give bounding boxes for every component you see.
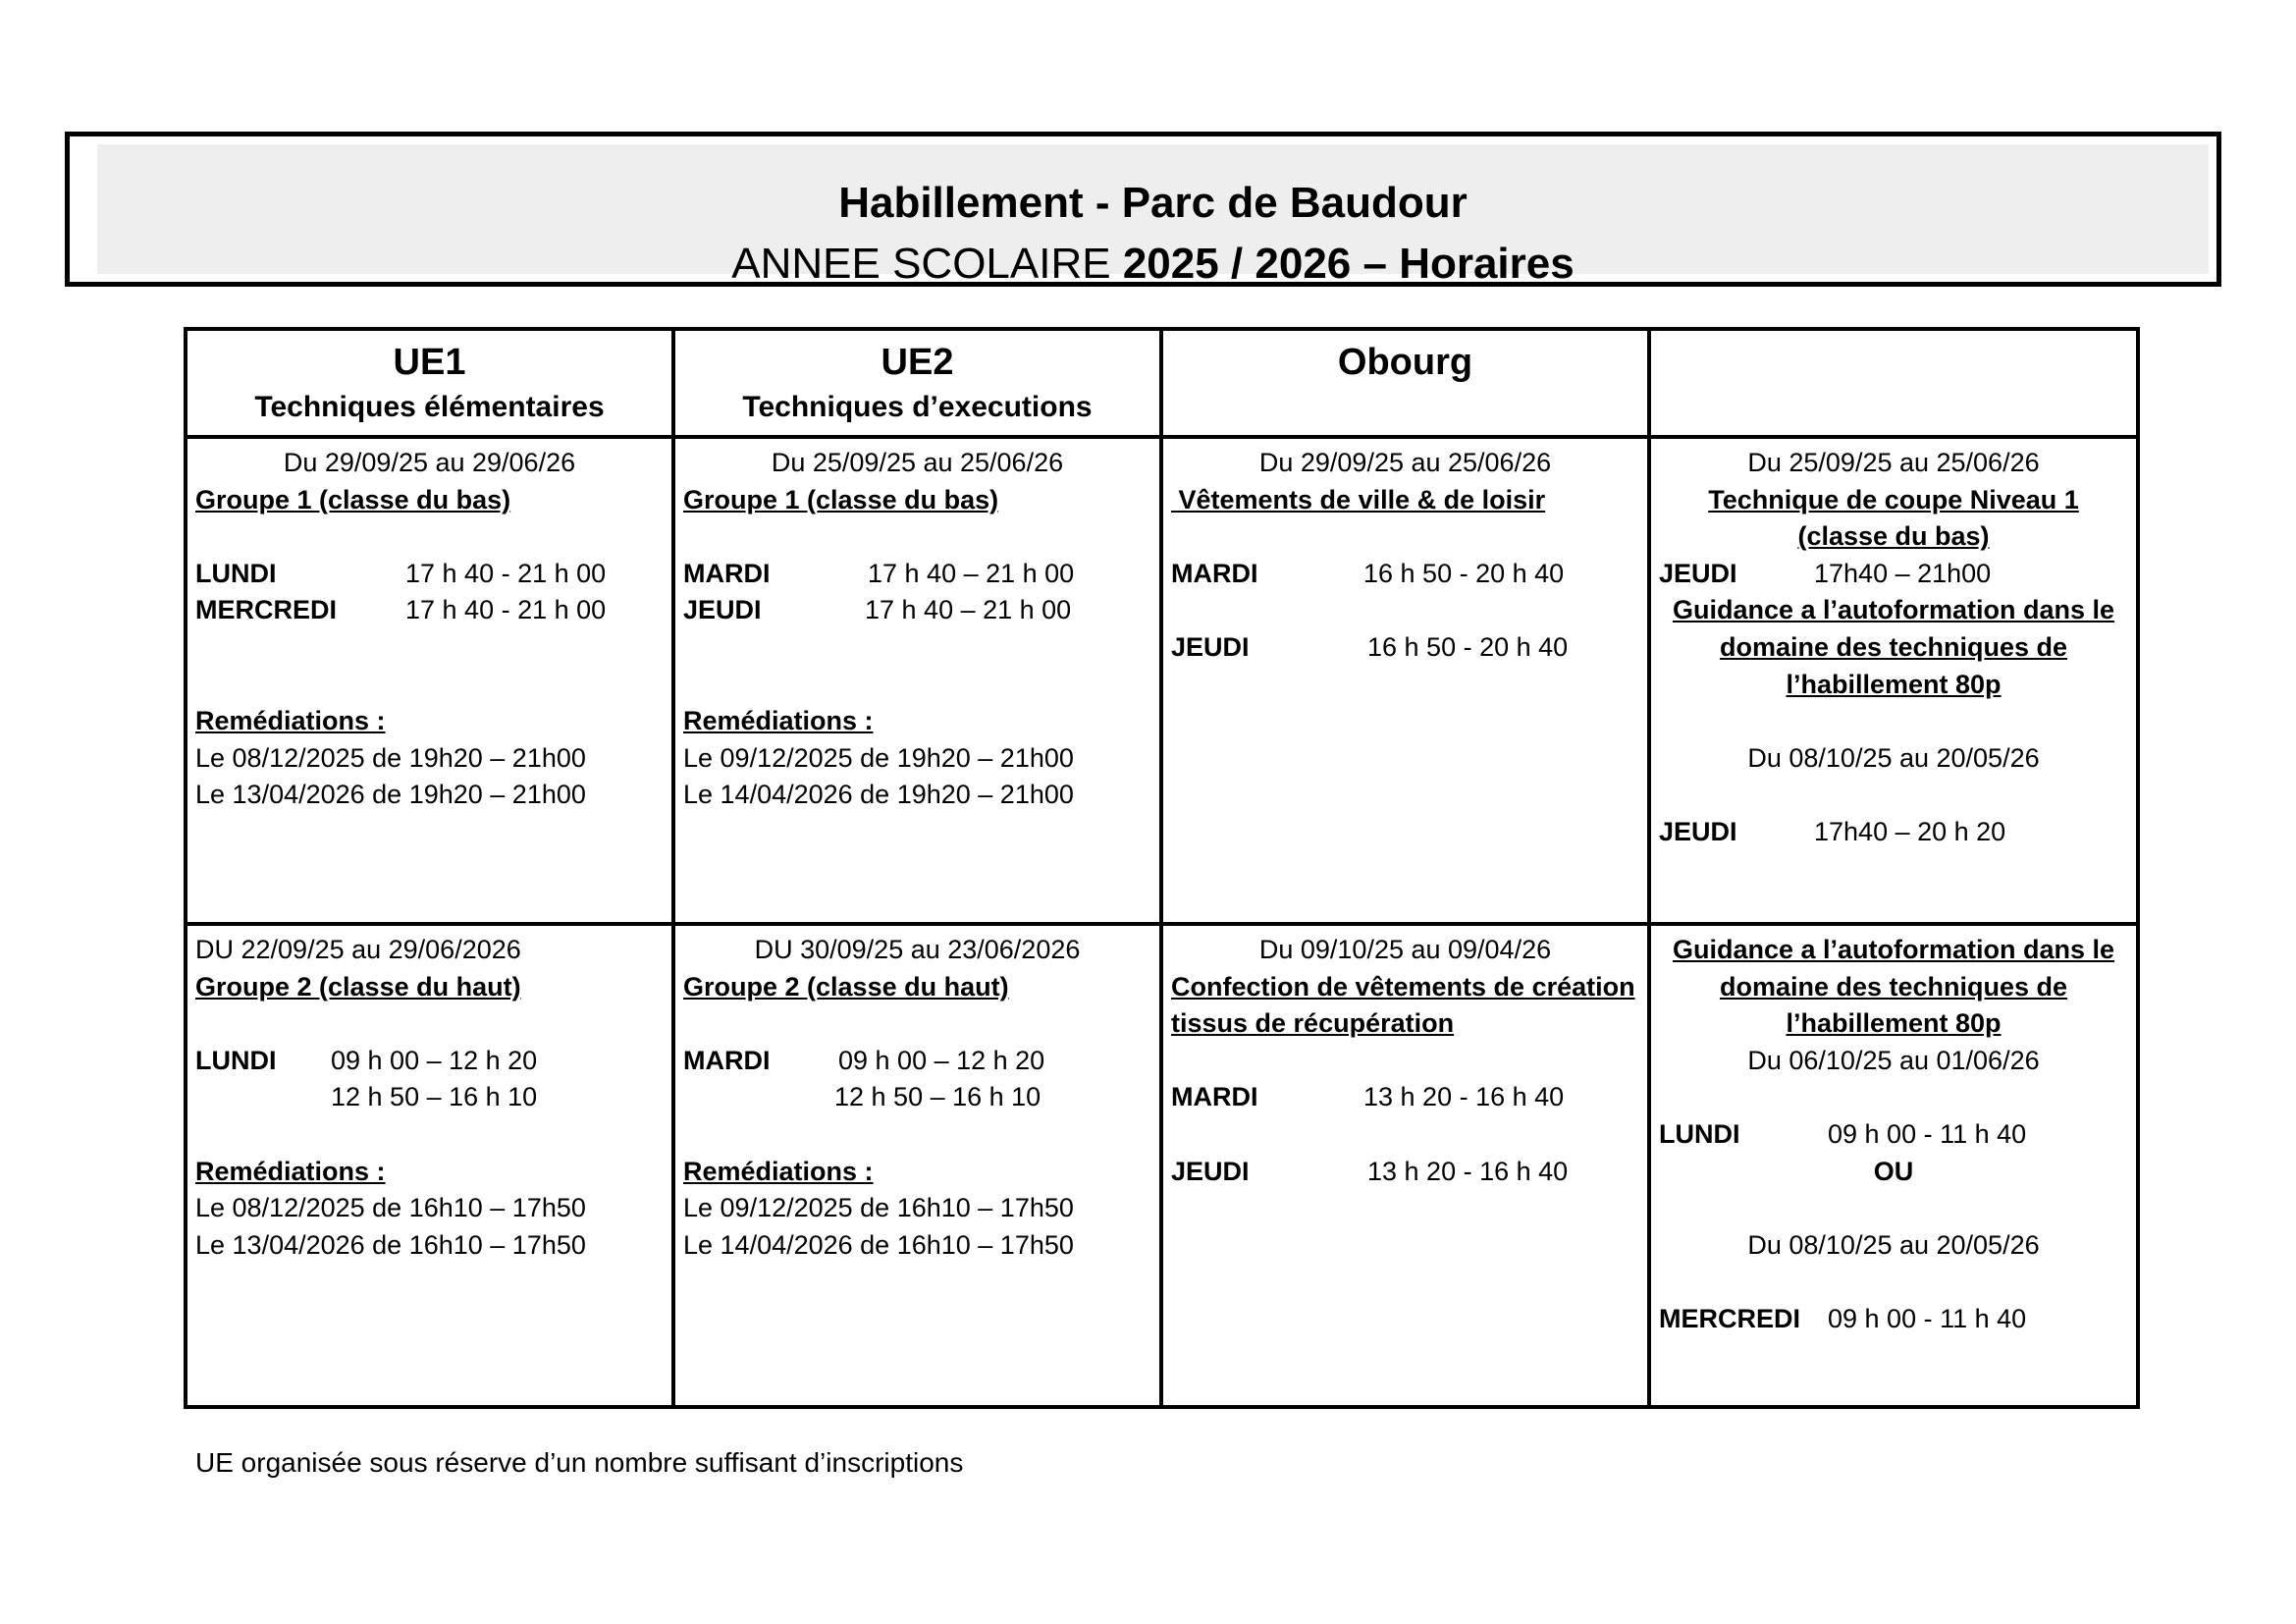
day-label: MARDI — [1171, 558, 1258, 588]
period: Du 08/10/25 au 20/05/26 — [1747, 1229, 2040, 1260]
day-label: MERCREDI — [195, 595, 338, 625]
or-label: OU — [1873, 1156, 1914, 1186]
remediation-label: Remédiations : — [683, 1156, 874, 1186]
remediation-date: Le 09/12/2025 de 19h20 – 21h00 — [683, 742, 1074, 773]
day-label: MARDI — [683, 1045, 771, 1075]
column-subtitle: Techniques élémentaires — [254, 391, 605, 423]
time-slot: 09 h 00 - 11 h 40 — [1828, 1118, 2027, 1149]
remediation-date: Le 08/12/2025 de 19h20 – 21h00 — [195, 742, 586, 773]
day-label: JEUDI — [1659, 816, 1737, 846]
group-label: Groupe 2 (classe du haut) — [683, 971, 1009, 1001]
remediation-date: Le 09/12/2025 de 16h10 – 17h50 — [683, 1193, 1074, 1223]
table-header-row — [186, 329, 2138, 437]
time-slot: 13 h 20 - 16 h 40 — [1363, 1082, 1565, 1112]
column-title: UE2 — [881, 342, 954, 383]
time-slot: 09 h 00 – 12 h 20 — [838, 1045, 1045, 1075]
remediation-date: Le 08/12/2025 de 16h10 – 17h50 — [195, 1193, 586, 1223]
day-label: LUNDI — [195, 1045, 277, 1075]
time-slot: 17h40 – 21h00 — [1814, 558, 1992, 588]
schedule-table — [184, 327, 2140, 1409]
period: DU 22/09/25 au 29/06/2026 — [195, 935, 521, 964]
cell-ue2-group2 — [673, 924, 1161, 1407]
day-label: LUNDI — [195, 558, 277, 588]
group-label: Groupe 2 (classe du haut) — [195, 971, 521, 1001]
page-title: Habillement - Parc de Baudour — [838, 179, 1468, 227]
remediation-date: Le 14/04/2026 de 19h20 – 21h00 — [683, 780, 1074, 810]
remediation-date: Le 14/04/2026 de 16h10 – 17h50 — [683, 1229, 1074, 1260]
footnote: UE organisée sous réserve d’un nombre suffisant d’inscriptions — [195, 1447, 964, 1478]
header-banner — [65, 132, 2221, 287]
time-slot: 09 h 00 – 12 h 20 — [331, 1045, 538, 1075]
day-label: MERCREDI — [1659, 1303, 1801, 1333]
time-slot: 12 h 50 – 16 h 10 — [331, 1082, 538, 1112]
column-header-obourg — [1161, 329, 1649, 437]
table-row-group1 — [186, 437, 2138, 924]
day-label: LUNDI — [1659, 1118, 1740, 1149]
cell-ue1-group1 — [186, 437, 673, 924]
cell-obourg-row2 — [1161, 924, 1649, 1407]
day-label: JEUDI — [1171, 1156, 1250, 1186]
column-subtitle: Techniques d’executions — [742, 391, 1093, 423]
period: Du 29/09/25 au 29/06/26 — [283, 448, 576, 477]
group-label: Groupe 1 (classe du bas) — [683, 484, 999, 514]
day-label: JEUDI — [683, 595, 762, 625]
period: Du 08/10/25 au 20/05/26 — [1747, 742, 2040, 773]
period: DU 30/09/25 au 23/06/2026 — [754, 935, 1081, 964]
time-slot: 17 h 40 - 21 h 00 — [405, 558, 607, 588]
time-slot: 09 h 00 - 11 h 40 — [1828, 1303, 2027, 1333]
guidance-label: Guidance a l’autoformation dans le domaine des techniques de l’habillement 80p — [1672, 935, 2115, 1039]
time-slot: 17 h 40 - 21 h 00 — [405, 595, 607, 625]
cell-ue2-group1 — [673, 437, 1161, 924]
remediation-label: Remédiations : — [683, 706, 874, 736]
guidance-label: Guidance a l’autoformation dans le domaine des techniques de l’habillement 80p — [1672, 595, 2115, 699]
subtitle-prefix: ANNEE SCOLAIRE — [731, 240, 1123, 288]
time-slot: 13 h 20 - 16 h 40 — [1367, 1156, 1569, 1186]
remediation-date: Le 13/04/2026 de 19h20 – 21h00 — [195, 780, 586, 810]
cell-extra-row1 — [1649, 437, 2138, 924]
period: Du 29/09/25 au 25/06/26 — [1258, 448, 1552, 477]
group-label: Groupe 1 (classe du bas) — [195, 484, 511, 514]
remediation-date: Le 13/04/2026 de 16h10 – 17h50 — [195, 1229, 586, 1260]
remediation-label: Remédiations : — [195, 1156, 386, 1186]
page-subtitle — [97, 239, 2209, 290]
day-label: JEUDI — [1659, 558, 1737, 588]
time-slot: 16 h 50 - 20 h 40 — [1363, 558, 1565, 588]
time-slot: 16 h 50 - 20 h 40 — [1367, 631, 1569, 662]
period: Du 25/09/25 au 25/06/26 — [771, 448, 1064, 477]
remediation-label: Remédiations : — [195, 706, 386, 736]
table-row-group2 — [186, 924, 2138, 1407]
header-background — [97, 144, 2209, 288]
column-title: Obourg — [1337, 342, 1473, 383]
cell-extra-row2 — [1649, 924, 2138, 1407]
period: Du 25/09/25 au 25/06/26 — [1747, 448, 2040, 477]
column-header-ue1 — [186, 329, 673, 437]
cell-obourg-row1 — [1161, 437, 1649, 924]
day-label: MARDI — [683, 558, 771, 588]
column-header-ue2 — [673, 329, 1161, 437]
column-title: UE1 — [393, 342, 466, 383]
time-slot: 12 h 50 – 16 h 10 — [834, 1082, 1041, 1112]
day-label: JEUDI — [1171, 631, 1250, 662]
time-slot: 17h40 – 20 h 20 — [1814, 816, 2006, 846]
cell-ue1-group2 — [186, 924, 673, 1407]
period: Du 09/10/25 au 09/04/26 — [1258, 935, 1552, 964]
day-label: MARDI — [1171, 1082, 1258, 1112]
column-header-extra — [1649, 329, 2138, 437]
subtitle-year: 2025 / 2026 – Horaires — [1122, 240, 1575, 288]
course-label: Technique de coupe Niveau 1 (classe du bas) — [1708, 484, 2079, 552]
period: Du 06/10/25 au 01/06/26 — [1747, 1045, 2040, 1075]
time-slot: 17 h 40 – 21 h 00 — [868, 558, 1075, 588]
course-label: Vêtements de ville & de loisir — [1171, 484, 1546, 514]
time-slot: 17 h 40 – 21 h 00 — [865, 595, 1072, 625]
course-label: Confection de vêtements de création tissus de récupération — [1171, 971, 1635, 1039]
